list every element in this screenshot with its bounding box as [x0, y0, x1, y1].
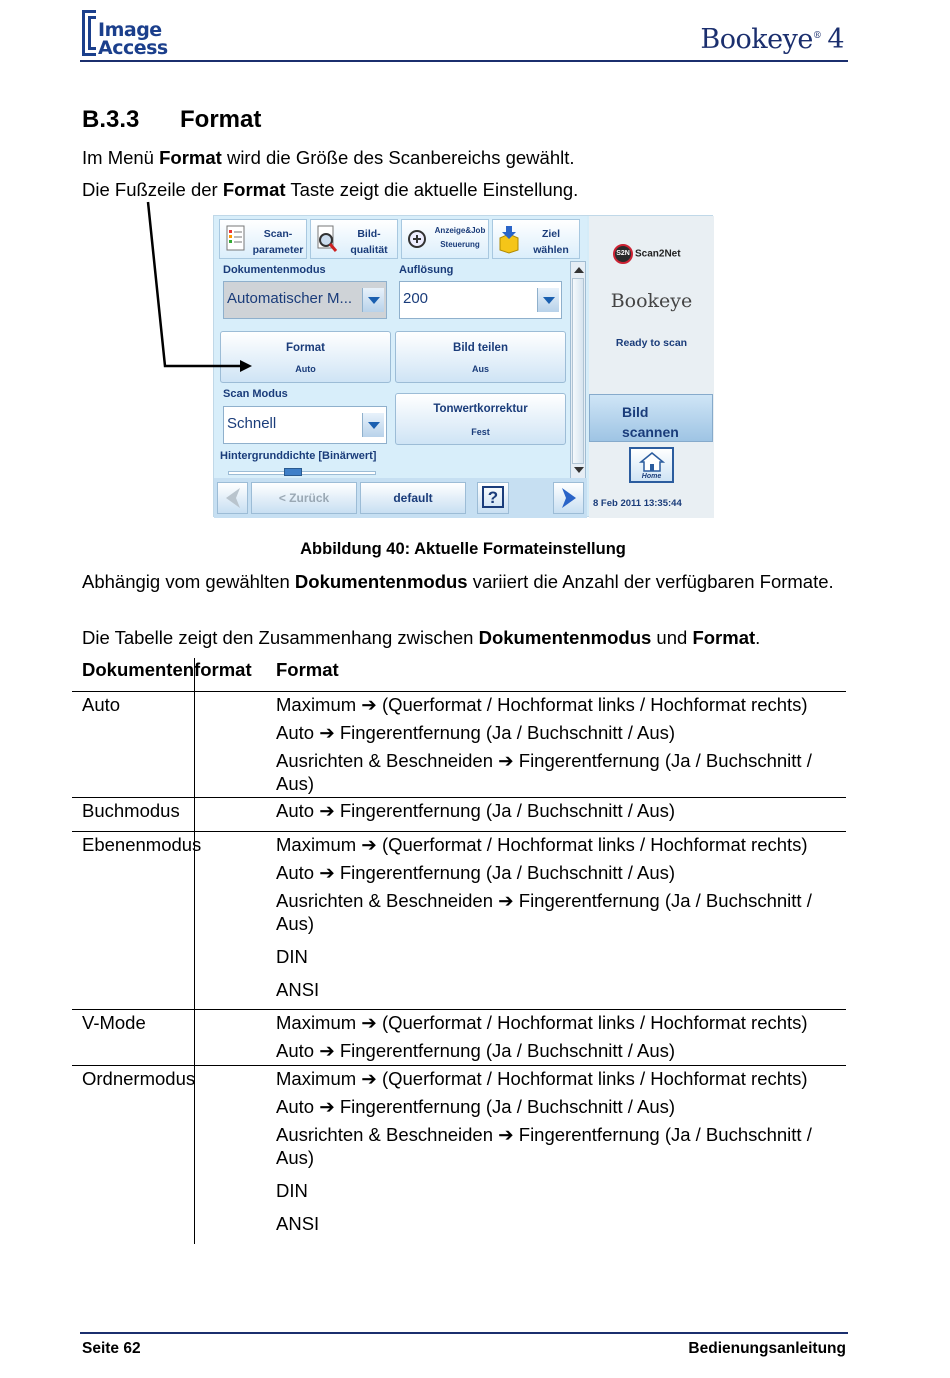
format-line: Maximum ➔ (Querformat / Hochformat links / Hochformat rechts) — [276, 1012, 808, 1033]
footer-rule — [80, 1332, 848, 1334]
format-line: Auto ➔ Fingerentfernung (Ja / Buchschnitt / Aus) — [276, 1096, 676, 1117]
format-line: Auto ➔ Fingerentfernung (Ja / Buchschnitt / Aus) — [276, 1040, 676, 1061]
split-image-button[interactable] — [395, 331, 566, 383]
default-button[interactable]: default — [360, 482, 466, 514]
next-arrow-button[interactable] — [553, 482, 584, 514]
logo-frame-inner — [88, 16, 96, 50]
para4-bold1: Dokumentenmodus — [478, 627, 652, 648]
mode-cell: Ebenenmodus — [82, 834, 202, 855]
date-time: 8 Feb 2011 13:35:44 — [593, 498, 682, 509]
section-number: B.3.3 — [82, 106, 140, 133]
image-access-logo — [82, 8, 182, 60]
format-line: Ausrichten & Beschneiden ➔ Fingerentfernung (Ja / Buchschnitt / Aus) — [276, 890, 812, 934]
intro-p2-bold: Format — [222, 179, 286, 200]
previous-arrow-button[interactable] — [217, 482, 248, 514]
folder-target-icon — [497, 224, 521, 254]
mode-cell: Auto — [82, 694, 121, 715]
format-line: Maximum ➔ (Querformat / Hochformat links / Hochformat rechts) — [276, 1068, 808, 1089]
scan2net-logo — [613, 244, 681, 264]
format-line: Auto ➔ Fingerentfernung (Ja / Buchschnitt / Aus) — [276, 800, 676, 821]
tone-correction-value: Fest — [471, 427, 490, 437]
para4-mid: und — [651, 627, 693, 648]
tab-label-line: qualität — [350, 244, 388, 256]
scan-button-line2: scannen — [622, 424, 679, 440]
chevron-down-icon[interactable] — [362, 288, 384, 312]
header-format: Format — [276, 659, 339, 680]
format-line: Auto ➔ Fingerentfernung (Ja / Buchschnitt / Aus) — [276, 722, 676, 743]
format-line: ANSI — [276, 979, 320, 1000]
resolution-dropdown[interactable] — [399, 281, 562, 319]
format-line: ANSI — [276, 1213, 320, 1234]
table-row — [72, 1066, 846, 1244]
document-mode-label: Dokumentenmodus — [223, 264, 326, 276]
table-row — [72, 1010, 846, 1066]
bookeye-logo: Bookeye — [610, 290, 693, 312]
scan2net-label: Scan2Net — [635, 248, 681, 260]
figure-caption: Abbildung 40: Aktuelle Formateinstellung — [300, 540, 626, 558]
format-line: DIN — [276, 1180, 308, 1201]
format-cell — [276, 833, 842, 1006]
navigation-bar — [214, 478, 587, 518]
format-line: DIN — [276, 946, 308, 967]
intro-p1-bold: Format — [159, 147, 222, 168]
document-name: Bedienungsanleitung — [688, 1340, 846, 1357]
header-document-format: Dokumentenformat — [82, 659, 252, 680]
arrow-left-icon — [222, 486, 244, 510]
mode-cell: Buchmodus — [82, 800, 180, 821]
para4-bold2: Format — [692, 627, 756, 648]
format-line: Auto ➔ Fingerentfernung (Ja / Buchschnitt / Aus) — [276, 862, 676, 883]
para3-text-end: variiert die Anzahl der verfügbaren Formate. — [467, 571, 834, 592]
brand-registered: ® — [812, 31, 822, 41]
callout-arrow — [140, 200, 260, 380]
tab-label-line: Ziel — [541, 228, 561, 240]
document-mode-value: Automatischer M... — [227, 290, 353, 307]
chevron-down-icon[interactable] — [362, 413, 384, 437]
resolution-label: Auflösung — [399, 264, 454, 276]
background-density-slider[interactable] — [228, 471, 376, 475]
para3-bold: Dokumentenmodus — [294, 571, 468, 592]
home-icon — [639, 451, 665, 473]
page-number: Seite 62 — [82, 1340, 141, 1357]
tab-display-job-label — [434, 224, 486, 252]
slider-handle[interactable] — [284, 468, 302, 476]
intro-p2-text-end: Taste zeigt die aktuelle Einstellung. — [285, 179, 579, 200]
paragraph-table-intro — [82, 626, 760, 649]
tab-label-line: Steuerung — [440, 240, 480, 249]
intro-paragraph-2 — [82, 178, 578, 201]
magnifier-icon — [315, 224, 339, 254]
settings-scrollbar[interactable] — [570, 261, 586, 479]
scroll-up-icon[interactable] — [574, 267, 584, 273]
tab-label-line: wählen — [533, 244, 569, 256]
tab-label-line: Scan- — [263, 228, 293, 240]
format-line: Ausrichten & Beschneiden ➔ Fingerentfernung (Ja / Buchschnitt / Aus) — [276, 750, 812, 794]
split-image-value: Aus — [471, 364, 489, 374]
settings-panel — [214, 216, 587, 518]
format-button-title: Format — [286, 342, 325, 354]
format-cell — [276, 1011, 842, 1067]
resolution-value: 200 — [403, 290, 429, 307]
tab-label-line: parameter — [252, 244, 304, 256]
format-line: Maximum ➔ (Querformat / Hochformat links / Hochformat rechts) — [276, 834, 808, 855]
scroll-down-icon[interactable] — [574, 467, 584, 473]
zoom-cursor-icon — [406, 224, 430, 254]
table-row — [72, 692, 846, 798]
format-cell — [276, 1067, 842, 1240]
tab-select-target[interactable] — [492, 219, 580, 259]
format-cell — [276, 799, 842, 827]
scan-image-button[interactable] — [589, 394, 713, 442]
bookeye-brand — [700, 24, 844, 55]
tab-image-quality-label — [343, 226, 395, 258]
tone-correction-title: Tonwertkorrektur — [433, 403, 528, 415]
logo-text-line1: Image — [98, 19, 162, 41]
tab-label-line: Anzeige&Job — [434, 226, 486, 235]
format-line: Ausrichten & Beschneiden ➔ Fingerentfernung (Ja / Buchschnitt / Aus) — [276, 1124, 812, 1168]
format-button-value: Auto — [295, 364, 316, 374]
scan-button-line1: Bild — [622, 404, 649, 420]
mode-cell: V-Mode — [82, 1012, 146, 1033]
arrow-right-icon — [558, 486, 580, 510]
intro-p2-text: Die Fußzeile der — [82, 179, 223, 200]
tab-display-job[interactable] — [401, 219, 489, 259]
format-table — [72, 658, 846, 1244]
back-button[interactable]: < Zurück — [251, 482, 357, 514]
brand-number: 4 — [827, 24, 844, 55]
ready-status: Ready to scan — [615, 337, 688, 349]
tab-image-quality[interactable] — [310, 219, 398, 259]
mode-cell: Ordnermodus — [82, 1068, 196, 1089]
section-title: Format — [180, 106, 262, 133]
header-rule — [80, 60, 848, 62]
help-button[interactable] — [477, 482, 509, 514]
help-icon: ? — [482, 486, 504, 508]
para3-text: Abhängig vom gewählten — [82, 571, 295, 592]
table-row — [72, 798, 846, 832]
scroll-thumb[interactable] — [572, 278, 584, 464]
scan2net-badge-icon: S2N — [613, 244, 633, 264]
scan-mode-dropdown[interactable] — [223, 406, 387, 444]
para4-end: . — [755, 627, 761, 648]
status-side-panel — [589, 216, 714, 518]
intro-p1-text-end: wird die Größe des Scanbereichs gewählt. — [221, 147, 575, 168]
format-line: Maximum ➔ (Querformat / Hochformat links / Hochformat rechts) — [276, 694, 808, 715]
paragraph-document-mode — [82, 570, 846, 593]
scan-mode-value: Schnell — [227, 415, 277, 432]
background-density-label: Hintergrunddichte [Binärwert] — [220, 450, 377, 462]
table-row — [72, 832, 846, 1010]
scan-mode-label: Scan Modus — [223, 388, 288, 400]
tone-correction-button[interactable] — [395, 393, 566, 445]
logo-text-line2: Access — [98, 37, 168, 59]
section-heading — [82, 106, 262, 134]
intro-paragraph-1 — [82, 146, 575, 169]
table-header-row — [72, 658, 846, 692]
intro-p1-text: Im Menü — [82, 147, 160, 168]
home-label: Home — [641, 473, 662, 480]
format-cell — [276, 693, 842, 800]
home-button[interactable] — [629, 447, 674, 483]
tab-label-line: Bild- — [357, 228, 381, 240]
tab-select-target-label — [525, 226, 577, 258]
chevron-down-icon[interactable] — [537, 288, 559, 312]
scanner-ui-screenshot — [213, 215, 713, 517]
brand-name: Bookeye — [700, 24, 813, 55]
para4-text: Die Tabelle zeigt den Zusammenhang zwischen — [82, 627, 479, 648]
split-image-title: Bild teilen — [453, 342, 508, 354]
